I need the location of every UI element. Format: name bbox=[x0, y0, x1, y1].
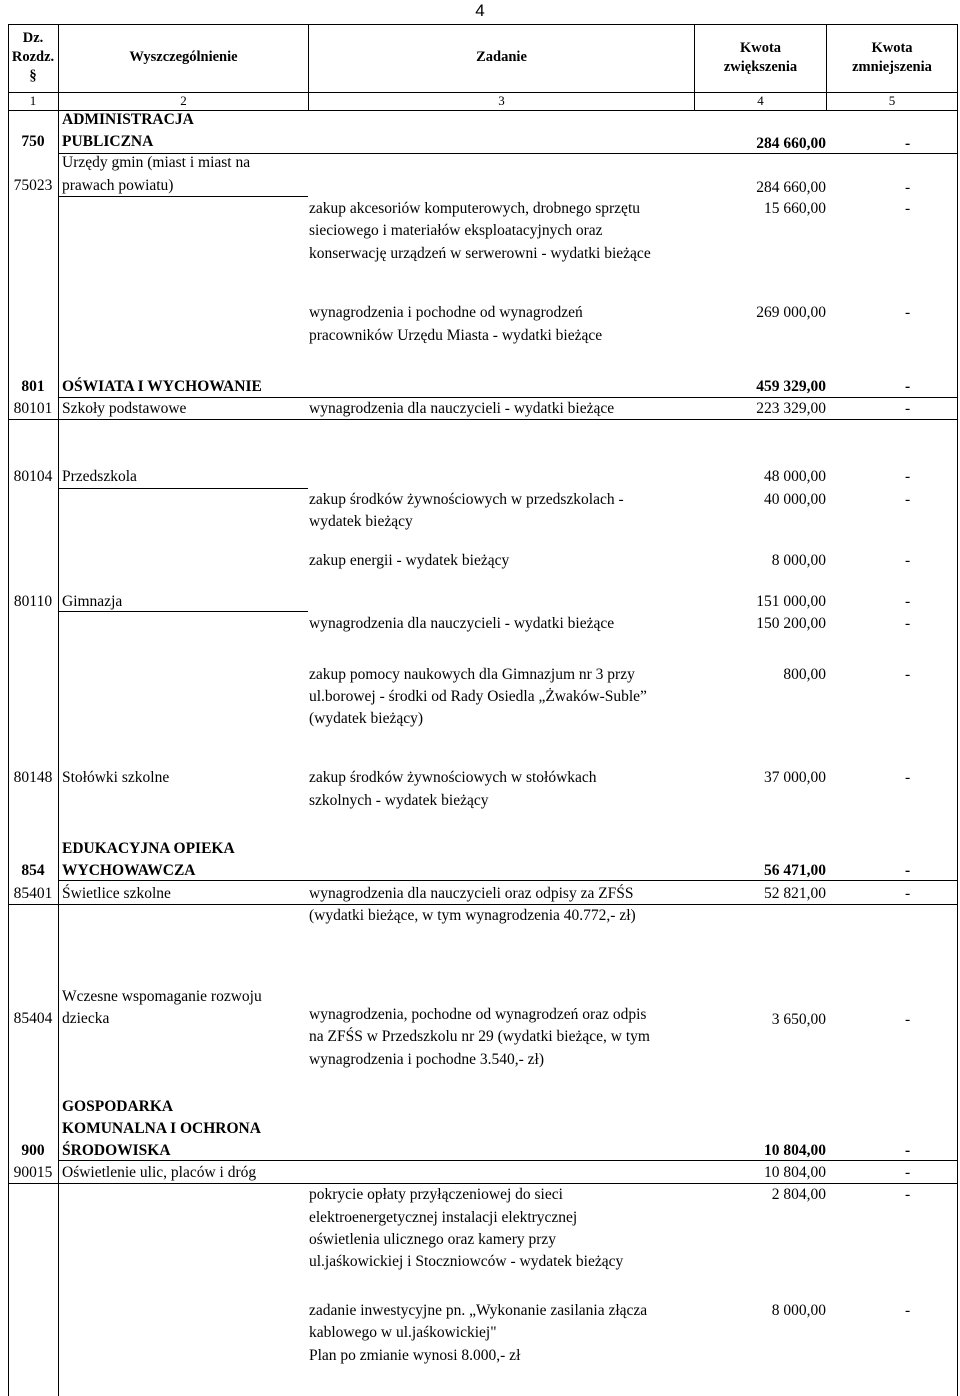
chapter-code: 75023 bbox=[13, 177, 53, 194]
chapter-name: Stołówki szkolne bbox=[62, 769, 170, 786]
section-code: 750 bbox=[21, 133, 45, 150]
header-dz-line2: Rozdz. bbox=[11, 49, 55, 65]
chapter-code: 85401 bbox=[13, 885, 53, 902]
header-wyszczegolnienie: Wyszczególnienie bbox=[129, 49, 238, 65]
amount-increase: 284 660,00 bbox=[756, 135, 826, 152]
task-text: ul.jaśkowickiej i Stoczniowców - wydatek bieżący bbox=[309, 1253, 624, 1270]
amount-decrease: - bbox=[905, 552, 911, 569]
amount-increase: 10 804,00 bbox=[764, 1142, 826, 1159]
table-left-border bbox=[8, 24, 9, 1396]
task-text: wynagrodzenia i pochodne 3.540,- zł) bbox=[309, 1051, 545, 1068]
task-text: ul.borowej - środki od Rady Osiedla „Żwaków-Suble” bbox=[309, 688, 647, 705]
header-dz-line3: § bbox=[29, 68, 37, 84]
task-text: wynagrodzenia dla nauczycieli - wydatki bieżące bbox=[309, 400, 615, 417]
amount-decrease: - bbox=[905, 769, 911, 786]
amount-decrease: - bbox=[905, 135, 911, 152]
section-code: 801 bbox=[21, 378, 45, 395]
amount-decrease: - bbox=[905, 179, 911, 196]
col-number-5: 5 bbox=[888, 93, 896, 108]
amount-increase: 52 821,00 bbox=[764, 885, 826, 902]
amount-increase: 37 000,00 bbox=[764, 769, 826, 786]
chapter-code: 90015 bbox=[13, 1164, 53, 1181]
page-number: 4 bbox=[475, 1, 485, 20]
task-text: wydatek bieżący bbox=[309, 513, 413, 530]
section-name: GOSPODARKA bbox=[62, 1098, 174, 1115]
amount-decrease: - bbox=[905, 593, 911, 610]
header-zmniejszenia-line1: Kwota bbox=[871, 40, 913, 56]
section-name: EDUKACYJNA OPIEKA bbox=[62, 840, 235, 857]
task-text: pokrycie opłaty przyłączeniowej do sieci bbox=[309, 1186, 563, 1203]
col-number-1: 1 bbox=[29, 93, 37, 108]
chapter-code: 85404 bbox=[13, 1010, 53, 1027]
amount-decrease: - bbox=[905, 615, 911, 632]
task-text: kablowego w ul.jaśkowickiej" bbox=[309, 1324, 497, 1341]
table-top-border bbox=[8, 24, 958, 25]
amount-decrease: - bbox=[905, 862, 911, 879]
amount-increase: 150 200,00 bbox=[756, 615, 826, 632]
task-text: wynagrodzenia i pochodne od wynagrodzeń bbox=[309, 304, 583, 321]
col-number-3: 3 bbox=[498, 93, 505, 108]
amount-decrease: - bbox=[905, 1186, 911, 1203]
amount-decrease: - bbox=[905, 1164, 911, 1181]
section-name: ADMINISTRACJA bbox=[62, 111, 194, 128]
task-text: wynagrodzenia dla nauczycieli - wydatki bieżące bbox=[309, 615, 615, 632]
chapter-name: Przedszkola bbox=[62, 468, 137, 485]
amount-decrease: - bbox=[905, 666, 911, 683]
amount-decrease: - bbox=[905, 885, 911, 902]
task-text: oświetlenia ulicznego oraz kamery przy bbox=[309, 1231, 557, 1248]
amount-decrease: - bbox=[905, 304, 911, 321]
task-text: zakup pomocy naukowych dla Gimnazjum nr 3 przy bbox=[309, 666, 635, 683]
task-text: wynagrodzenia, pochodne od wynagrodzeń oraz odpis bbox=[309, 1006, 647, 1023]
task-text: Plan po zmianie wynosi 8.000,- zł bbox=[309, 1347, 521, 1364]
amount-increase: 800,00 bbox=[783, 666, 826, 683]
col-divider-1 bbox=[58, 24, 59, 1396]
amount-increase: 10 804,00 bbox=[764, 1164, 826, 1181]
task-text: szkolnych - wydatek bieżący bbox=[309, 792, 489, 809]
task-text: zakup środków żywnościowych w stołówkach bbox=[309, 769, 597, 786]
task-text: sieciowego i materiałów eksploatacyjnych oraz bbox=[309, 222, 603, 239]
task-text: zadanie inwestycyjne pn. „Wykonanie zasilania złącza bbox=[309, 1302, 648, 1319]
row-border-80104 bbox=[58, 488, 308, 489]
amount-increase: 15 660,00 bbox=[764, 200, 826, 217]
amount-increase: 40 000,00 bbox=[764, 491, 826, 508]
task-text: konserwację urządzeń w serwerowni - wydatki bieżące bbox=[309, 245, 651, 262]
amount-decrease: - bbox=[905, 1011, 911, 1028]
task-text: zakup akcesoriów komputerowych, drobnego sprzętu bbox=[309, 200, 640, 217]
section-name: PUBLICZNA bbox=[62, 133, 154, 150]
section-name: WYCHOWAWCZA bbox=[62, 862, 196, 879]
task-text: (wydatki bieżące, w tym wynagrodzenia 40.772,- zł) bbox=[309, 907, 636, 924]
chapter-name: Szkoły podstawowe bbox=[62, 400, 187, 417]
amount-increase: 284 660,00 bbox=[756, 179, 826, 196]
amount-increase: 223 329,00 bbox=[756, 400, 826, 417]
amount-increase: 56 471,00 bbox=[764, 862, 826, 879]
amount-increase: 48 000,00 bbox=[764, 468, 826, 485]
chapter-code: 80148 bbox=[13, 769, 53, 786]
amount-increase: 269 000,00 bbox=[756, 304, 826, 321]
amount-decrease: - bbox=[905, 200, 911, 217]
task-text: elektroenergetycznej instalacji elektrycznej bbox=[309, 1209, 578, 1226]
task-text: wynagrodzenia dla nauczycieli oraz odpisy za ZFŚS bbox=[309, 885, 634, 902]
amount-increase: 2 804,00 bbox=[771, 1186, 826, 1203]
chapter-name: dziecka bbox=[62, 1010, 110, 1027]
task-text: zakup środków żywnościowych w przedszkolach - bbox=[309, 491, 624, 508]
task-text: zakup energii - wydatek bieżący bbox=[309, 552, 510, 569]
amount-decrease: - bbox=[905, 378, 911, 395]
section-name: KOMUNALNA I OCHRONA bbox=[62, 1120, 261, 1137]
amount-decrease: - bbox=[905, 468, 911, 485]
col-number-2: 2 bbox=[180, 93, 187, 108]
amount-increase: 8 000,00 bbox=[771, 1302, 826, 1319]
section-code: 900 bbox=[21, 1142, 45, 1159]
chapter-name: Gimnazja bbox=[62, 593, 123, 610]
amount-increase: 3 650,00 bbox=[771, 1011, 826, 1028]
header-zwiekszenia-line1: Kwota bbox=[739, 40, 782, 56]
header-dz-line1: Dz. bbox=[22, 30, 44, 46]
chapter-name: Świetlice szkolne bbox=[62, 885, 171, 902]
amount-decrease: - bbox=[905, 1302, 911, 1319]
chapter-name: Urzędy gmin (miast i miast na bbox=[62, 154, 251, 171]
chapter-name: Wczesne wspomaganie rozwoju bbox=[62, 988, 262, 1005]
amount-decrease: - bbox=[905, 1142, 911, 1159]
task-text: pracowników Urzędu Miasta - wydatki bieżące bbox=[309, 327, 603, 344]
header-zmniejszenia-line2: zmniejszenia bbox=[852, 59, 932, 75]
chapter-name: prawach powiatu) bbox=[62, 177, 174, 194]
section-name: ŚRODOWISKA bbox=[62, 1142, 171, 1159]
amount-increase: 8 000,00 bbox=[771, 552, 826, 569]
chapter-code: 80101 bbox=[13, 400, 53, 417]
section-code: 854 bbox=[21, 862, 45, 879]
amount-decrease: - bbox=[905, 491, 911, 508]
amount-decrease: - bbox=[905, 400, 911, 417]
amount-increase: 459 329,00 bbox=[756, 378, 826, 395]
header-zadanie: Zadanie bbox=[476, 49, 527, 65]
chapter-name: Oświetlenie ulic, placów i dróg bbox=[62, 1164, 257, 1181]
table-right-border bbox=[957, 24, 958, 1396]
header-zwiekszenia-line2: zwiększenia bbox=[723, 59, 798, 75]
task-text: (wydatek bieżący) bbox=[309, 710, 424, 727]
chapter-code: 80104 bbox=[13, 468, 53, 485]
section-name: OŚWIATA I WYCHOWANIE bbox=[62, 378, 262, 395]
chapter-code: 80110 bbox=[13, 593, 53, 610]
task-text: na ZFŚS w Przedszkolu nr 29 (wydatki bieżące, w tym bbox=[309, 1028, 650, 1045]
col-number-4: 4 bbox=[757, 93, 764, 108]
amount-increase: 151 000,00 bbox=[756, 593, 826, 610]
